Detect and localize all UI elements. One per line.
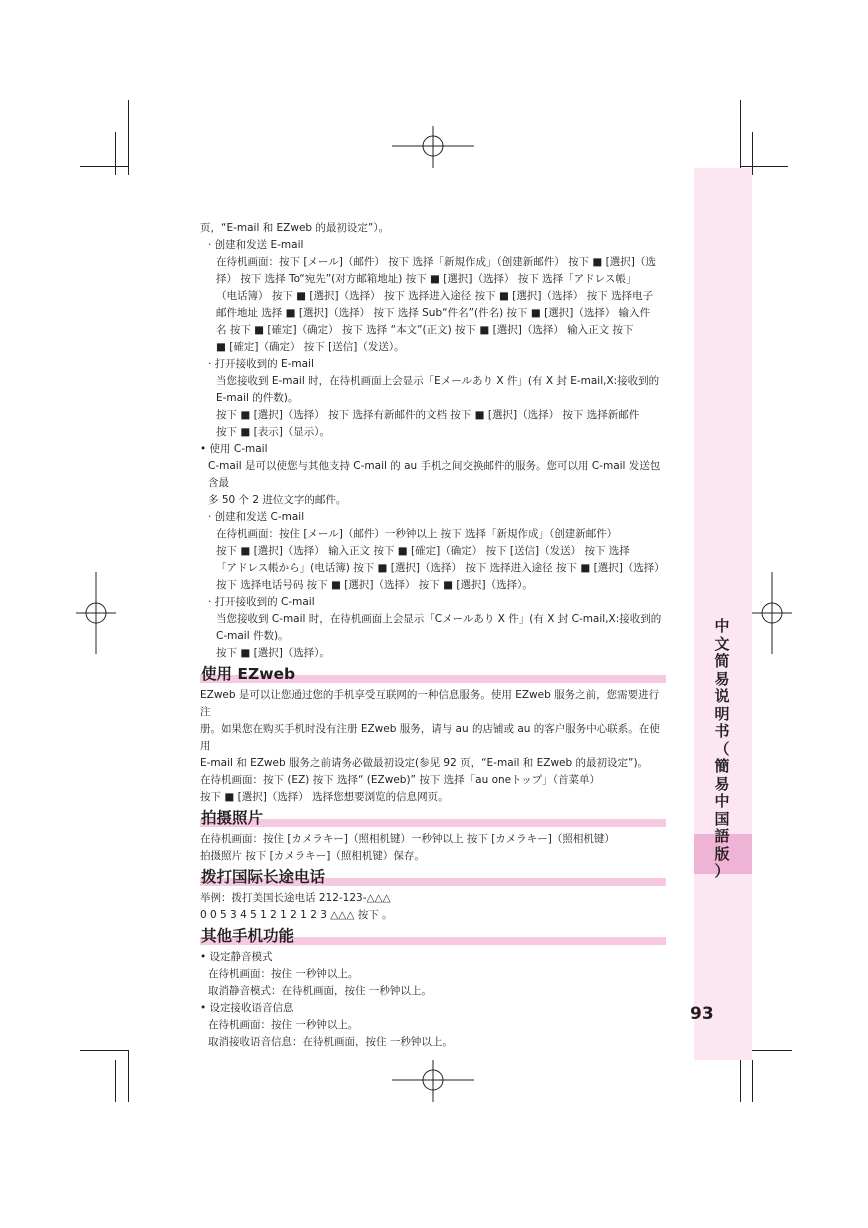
crop-mark	[115, 132, 116, 175]
side-tab-band	[694, 168, 752, 1060]
registration-crosshair-bottom	[392, 1060, 474, 1102]
text-line: 0 0 5 3 4 5 1 2 1 2 1 2 3 △△△ 按下 。	[200, 909, 393, 921]
side-title-char: 明	[714, 704, 730, 723]
crop-mark	[128, 100, 129, 175]
section-heading-photo	[200, 808, 666, 828]
crop-mark	[752, 1060, 753, 1102]
text-line: 在待机画面：按住 一秒钟以上。	[208, 1019, 359, 1031]
crop-mark	[128, 1050, 129, 1102]
bullet-title: • 使用 C-mail	[200, 443, 268, 455]
registration-crosshair-right	[752, 572, 792, 654]
crop-mark	[752, 132, 753, 175]
side-tab-title	[710, 618, 734, 881]
text-line: 按下 ■ [選択]（选择） 选择您想要浏览的信息网页。	[200, 791, 449, 803]
main-content	[200, 220, 666, 1051]
text-line: 按下 ■ [選択]（选择） 按下 选择有新邮件的文档 按下 ■ [選択]（选择） 按下 选择新邮件	[216, 409, 640, 421]
text-line: 册。如果您在购买手机时没有注册 EZweb 服务，请与 au 的店铺或 au 的客户服务中心联系。在使用	[200, 723, 660, 752]
registration-crosshair-top	[392, 126, 474, 168]
text-line: （电话簿） 按下 ■ [選択]（选择） 按下 选择进入途径 按下 ■ [選択]（选择） 按下 选择电子	[216, 290, 654, 302]
text-line: ■ [確定]（确定） 按下 [送信]（发送）。	[216, 341, 405, 353]
text-line: 按下 ■ [表示]（显示）。	[216, 426, 331, 438]
text-line: C-mail 是可以使您与其他支持 C-mail 的 au 手机之间交换邮件的服务。您可以用 C-mail 发送包含最	[208, 460, 661, 489]
subsection-title: · 打开接收到的 C-mail	[208, 596, 315, 608]
side-title-char: 书	[714, 722, 730, 740]
text-line: 在待机画面：按下 [メール]（邮件） 按下 选择「新規作成」（创建新邮件） 按下 ■ [選択]（选	[216, 256, 656, 268]
crop-mark	[740, 100, 741, 175]
subsection-title: · 创建和发送 C-mail	[208, 511, 305, 523]
bullet-title: • 设定接收语音信息	[200, 1002, 294, 1014]
text-line: 按下 ■ [選択]（选择）。	[216, 647, 331, 659]
side-title-char: 易	[714, 774, 730, 793]
text-line: 在待机画面：按住 一秒钟以上。	[208, 968, 359, 980]
text-line: 多 50 个 2 进位文字的邮件。	[208, 494, 347, 506]
section-heading-other	[200, 926, 666, 946]
text-line: 页，“E-mail 和 EZweb 的最初设定”）。	[200, 222, 390, 234]
text-line: 拍摄照片 按下 [カメラキー]（照相机键）保存。	[200, 850, 425, 862]
text-line: 「アドレス帳から」(电话簿) 按下 ■ [選択]（选择） 按下 选择进入途径 按下 ■ [選択]（选择）	[216, 562, 665, 574]
section-heading-intl-call	[200, 867, 666, 887]
side-title-char: ）	[714, 862, 730, 880]
text-line: 名 按下 ■ [確定]（确定） 按下 选择 “本文”(正文) 按下 ■ [選択]（选择） 输入正文 按下	[216, 324, 634, 336]
subsection-title: · 创建和发送 E-mail	[208, 239, 304, 251]
side-title-char: 简	[714, 652, 730, 670]
text-line: 邮件地址 选择 ■ [選択]（选择） 按下 选择 Sub“件名”(件名) 按下 ■ [選択]（选择） 输入件	[216, 307, 651, 319]
side-title-char: 語	[714, 827, 730, 845]
side-title-char: （	[714, 739, 730, 758]
crop-mark	[115, 1060, 116, 1102]
section-heading-text: 其他手机功能	[201, 927, 295, 945]
text-line: EZweb 是可以让您通过您的手机享受互联网的一种信息服务。使用 EZweb 服务之前，您需要进行注	[200, 689, 660, 718]
text-line: C-mail 件数)。	[216, 630, 289, 642]
section-heading-text: 拍摄照片	[201, 809, 264, 827]
side-title-char: 说	[714, 687, 730, 705]
text-line: 取消静音模式：在待机画面，按住 一秒钟以上。	[208, 985, 432, 997]
text-line: 按下 ■ [選択]（选择） 输入正文 按下 ■ [確定]（确定） 按下 [送信]（发送） 按下 选择	[216, 545, 630, 557]
registration-crosshair-left	[76, 572, 116, 654]
side-title-char: 易	[714, 669, 730, 688]
text-line: 举例：拨打美国长途电话 212-123-△△△	[200, 892, 391, 904]
bullet-title: • 设定静音模式	[200, 951, 273, 963]
page-number: 93	[690, 1004, 714, 1024]
text-line: 当您接收到 C-mail 时，在待机画面上会显示「Cメールあり X 件」(有 X 封 C-mail,X:接收到的	[216, 613, 662, 625]
text-line: 在待机画面：按下 (EZ) 按下 选择“ (EZweb)” 按下 选择「au oneトップ」（首菜单）	[200, 774, 601, 786]
crop-mark	[80, 1050, 128, 1051]
text-line: 在待机画面：按住 [メール]（邮件）一秒钟以上 按下 选择「新規作成」（创建新邮件）	[216, 528, 618, 540]
text-line: 在待机画面：按住 [カメラキー]（照相机键）一秒钟以上 按下 [カメラキー]（照相机键）	[200, 833, 615, 845]
side-title-char: 中	[714, 617, 730, 635]
side-title-char: 文	[714, 634, 730, 653]
text-line: E-mail 和 EZweb 服务之前请务必做最初设定(参见 92 页，“E-mail 和 EZweb 的最初设定”)。	[200, 757, 649, 769]
text-line: 取消接收语音信息：在待机画面，按住 一秒钟以上。	[208, 1036, 453, 1048]
crop-mark	[740, 166, 788, 167]
text-line: 当您接收到 E-mail 时，在待机画面上会显示「Eメールあり X 件」(有 X 封 E-mail,X:接收到的	[216, 375, 660, 387]
side-title-char: 国	[714, 809, 730, 828]
section-heading-text: 拨打国际长途电话	[201, 868, 326, 886]
section-heading-ezweb	[200, 664, 666, 684]
text-line: 按下 选择电话号码 按下 ■ [選択]（选择） 按下 ■ [選択]（选择）。	[216, 579, 533, 591]
section-heading-text: 使用 EZweb	[201, 665, 296, 683]
side-title-char: 中	[714, 792, 730, 810]
side-title-char: 版	[714, 844, 730, 863]
text-line: E-mail 的件数)。	[216, 392, 299, 404]
text-line: 择） 按下 选择 To“宛先”(对方邮箱地址) 按下 ■ [選択]（选择） 按下 选择「アドレス帳」	[216, 273, 637, 285]
crop-mark	[80, 166, 128, 167]
side-title-char: 簡	[714, 757, 730, 775]
subsection-title: · 打开接收到的 E-mail	[208, 358, 314, 370]
